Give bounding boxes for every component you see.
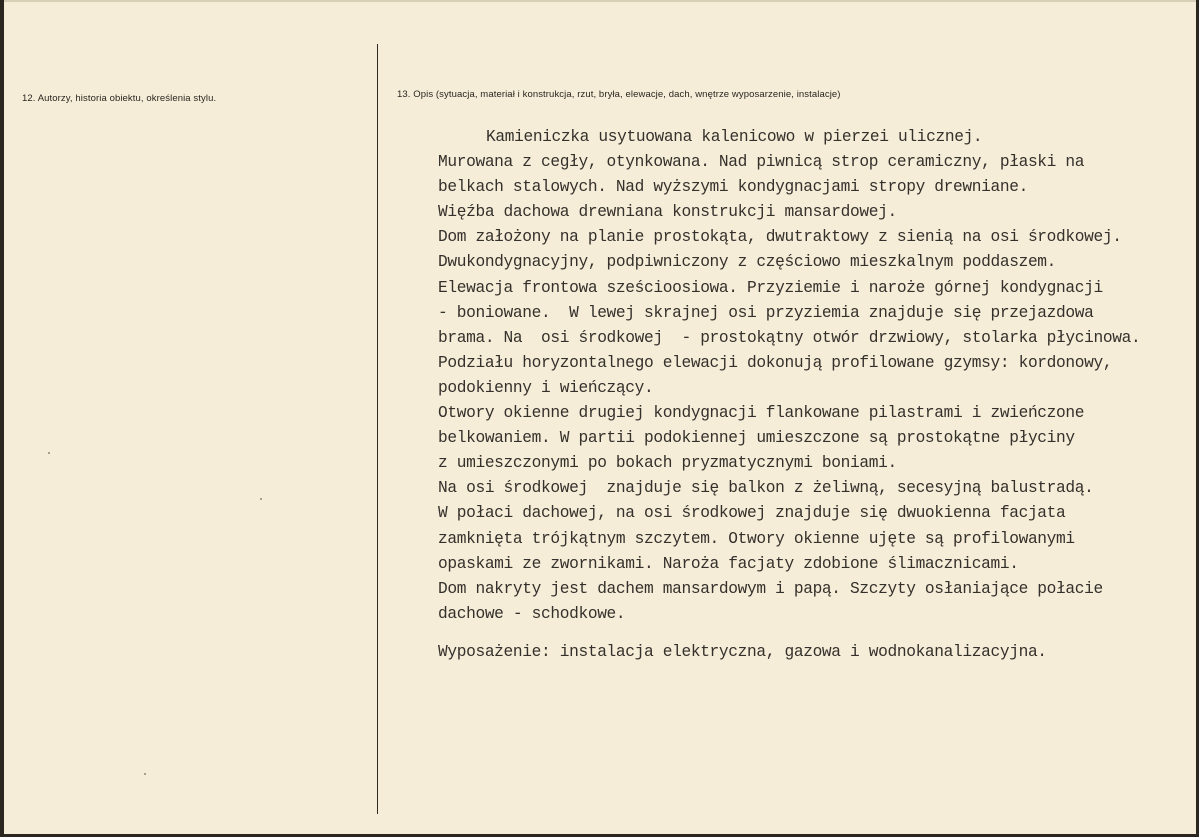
- description-line: z umieszczonymi po bokach pryzmatycznymi boniami.: [438, 454, 897, 473]
- description-line: Dwukondygnacyjny, podpiwniczony z częściowo mieszkalnym poddaszem.: [438, 253, 1057, 272]
- description-line: Elewacja frontowa sześcioosiowa. Przyziemie i naroże górnej kondygnacji: [438, 278, 1103, 297]
- description-line: Kamieniczka usytuowana kalenicowo w pierzei ulicznej.: [486, 128, 983, 146]
- description-line: - boniowane. W lewej skrajnej osi przyziemia znajduje się przejazdowa: [438, 303, 1094, 322]
- equipment-line: Wyposażenie: instalacja elektryczna, gazowa i wodnokanalizacyjna.: [438, 642, 1047, 661]
- description-line: belkowaniem. W partii podokiennej umieszczone są prostokątne płyciny: [438, 429, 1075, 448]
- paper-speck: [260, 498, 262, 500]
- section-12-caption: 12. Autorzy, historia obiektu, określenia stylu.: [22, 93, 217, 104]
- description-line: opaskami ze zwornikami. Naroża facjaty zdobione ślimacznicami.: [438, 554, 1019, 573]
- description-line: Więźba dachowa drewniana konstrukcji mansardowej.: [438, 203, 897, 222]
- description-line: Otwory okienne drugiej kondygnacji flankowane pilastrami i zwieńczone: [438, 404, 1085, 423]
- description-line: podokienny i wieńczący.: [438, 378, 654, 397]
- paper-speck: [144, 773, 146, 775]
- description-line: dachowe - schodkowe.: [438, 604, 626, 623]
- description-line: Dom nakryty jest dachem mansardowym i papą. Szczyty osłaniające połacie: [438, 579, 1103, 598]
- description-line: Podziału horyzontalnego elewacji dokonują profilowane gzymsy: kordonowy,: [438, 353, 1113, 372]
- description-line: zamknięta trójkątnym szczytem. Otwory okienne ujęte są profilowanymi: [438, 529, 1075, 548]
- page-edge-left: [0, 0, 4, 837]
- description-line: Dom założony na planie prostokąta, dwutraktowy z sienią na osi środkowej.: [438, 228, 1122, 247]
- paper-speck: [48, 452, 50, 454]
- description-line: brama. Na osi środkowej - prostokątny otwór drzwiowy, stolarka płycinowa.: [438, 328, 1141, 347]
- page-edge-top: [0, 0, 1199, 2]
- description-line: Na osi środkowej znajduje się balkon z żeliwną, secesyjną balustradą.: [438, 479, 1094, 498]
- description-text: [438, 125, 1198, 665]
- description-line: Murowana z cegły, otynkowana. Nad piwnicą strop ceramiczny, płaski na: [438, 153, 1085, 172]
- description-line: belkach stalowych. Nad wyższymi kondygnacjami stropy drewniane.: [438, 178, 1028, 197]
- section-13-caption: 13. Opis (sytuacja, materiał i konstrukcja, rzut, bryła, elewacje, dach, wnętrze wyposarzenie, instalacje): [397, 89, 841, 100]
- paragraph-spacer: [438, 627, 1198, 640]
- column-divider: [377, 44, 378, 814]
- description-line: W połaci dachowej, na osi środkowej znajduje się dwuokienna facjata: [438, 504, 1066, 523]
